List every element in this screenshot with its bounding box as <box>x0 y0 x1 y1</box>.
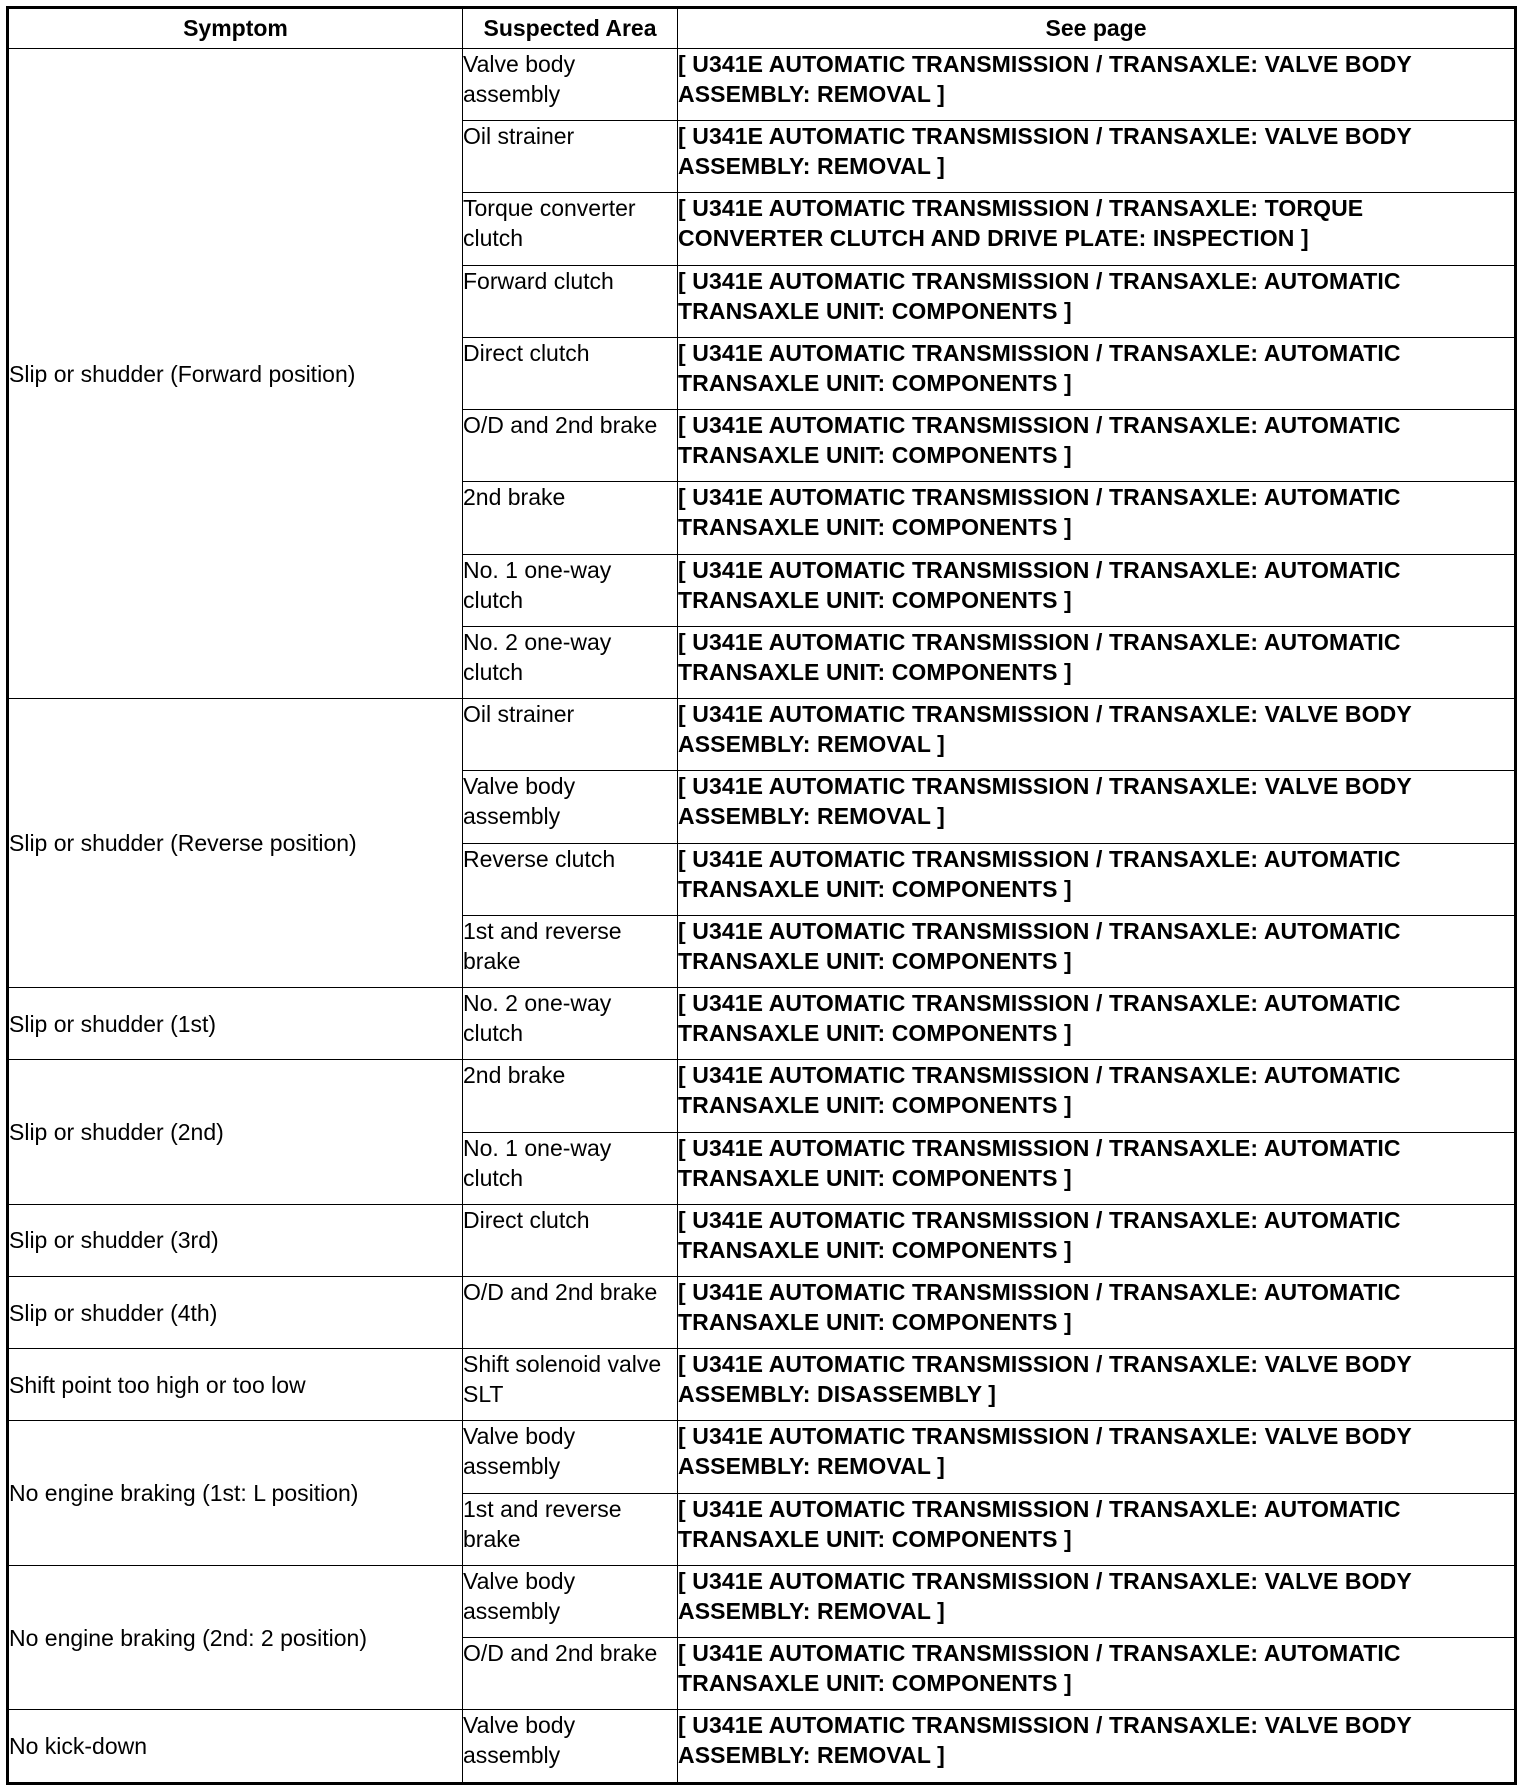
see-page-link[interactable]: [ U341E AUTOMATIC TRANSMISSION / TRANSAXLE: AUTOMATIC TRANSAXLE UNIT: COMPONENTS ] <box>678 1638 1516 1710</box>
suspected-area-cell: O/D and 2nd brake <box>463 410 678 482</box>
suspected-area-cell: Reverse clutch <box>463 843 678 915</box>
suspected-area-cell: No. 1 one-way clutch <box>463 554 678 626</box>
see-page-link[interactable]: [ U341E AUTOMATIC TRANSMISSION / TRANSAXLE: AUTOMATIC TRANSAXLE UNIT: COMPONENTS ] <box>678 1493 1516 1565</box>
symptom-cell: No engine braking (2nd: 2 position) <box>8 1565 463 1709</box>
suspected-area-cell: No. 1 one-way clutch <box>463 1132 678 1204</box>
symptom-cell: Slip or shudder (3rd) <box>8 1204 463 1276</box>
symptom-cell: No kick-down <box>8 1710 463 1784</box>
see-page-link[interactable]: [ U341E AUTOMATIC TRANSMISSION / TRANSAXLE: AUTOMATIC TRANSAXLE UNIT: COMPONENTS ] <box>678 554 1516 626</box>
see-page-link[interactable]: [ U341E AUTOMATIC TRANSMISSION / TRANSAXLE: VALVE BODY ASSEMBLY: REMOVAL ] <box>678 771 1516 843</box>
suspected-area-cell: O/D and 2nd brake <box>463 1638 678 1710</box>
suspected-area-cell: No. 2 one-way clutch <box>463 626 678 698</box>
table-row <box>8 1421 1516 1493</box>
symptom-cell: Shift point too high or too low <box>8 1349 463 1421</box>
suspected-area-cell: Oil strainer <box>463 699 678 771</box>
symptom-cell: Slip or shudder (4th) <box>8 1276 463 1348</box>
table-row <box>8 988 1516 1060</box>
see-page-link[interactable]: [ U341E AUTOMATIC TRANSMISSION / TRANSAXLE: AUTOMATIC TRANSAXLE UNIT: COMPONENTS ] <box>678 626 1516 698</box>
see-page-link[interactable]: [ U341E AUTOMATIC TRANSMISSION / TRANSAXLE: AUTOMATIC TRANSAXLE UNIT: COMPONENTS ] <box>678 1276 1516 1348</box>
see-page-link[interactable]: [ U341E AUTOMATIC TRANSMISSION / TRANSAXLE: VALVE BODY ASSEMBLY: REMOVAL ] <box>678 121 1516 193</box>
symptom-cell: No engine braking (1st: L position) <box>8 1421 463 1565</box>
symptom-cell: Slip or shudder (Reverse position) <box>8 699 463 988</box>
suspected-area-cell: Forward clutch <box>463 265 678 337</box>
see-page-link[interactable]: [ U341E AUTOMATIC TRANSMISSION / TRANSAXLE: AUTOMATIC TRANSAXLE UNIT: COMPONENTS ] <box>678 1132 1516 1204</box>
table-row <box>8 1710 1516 1784</box>
table-row <box>8 1060 1516 1132</box>
suspected-area-cell: Direct clutch <box>463 337 678 409</box>
see-page-link[interactable]: [ U341E AUTOMATIC TRANSMISSION / TRANSAXLE: AUTOMATIC TRANSAXLE UNIT: COMPONENTS ] <box>678 410 1516 482</box>
see-page-link[interactable]: [ U341E AUTOMATIC TRANSMISSION / TRANSAXLE: AUTOMATIC TRANSAXLE UNIT: COMPONENTS ] <box>678 1204 1516 1276</box>
see-page-link[interactable]: [ U341E AUTOMATIC TRANSMISSION / TRANSAXLE: VALVE BODY ASSEMBLY: REMOVAL ] <box>678 1565 1516 1637</box>
suspected-area-cell: 1st and reverse brake <box>463 915 678 987</box>
table-body <box>8 49 1516 1784</box>
suspected-area-cell: Torque converter clutch <box>463 193 678 265</box>
suspected-area-cell: Oil strainer <box>463 121 678 193</box>
see-page-link[interactable]: [ U341E AUTOMATIC TRANSMISSION / TRANSAXLE: VALVE BODY ASSEMBLY: REMOVAL ] <box>678 699 1516 771</box>
suspected-area-cell: No. 2 one-way clutch <box>463 988 678 1060</box>
symptom-cell: Slip or shudder (1st) <box>8 988 463 1060</box>
see-page-link[interactable]: [ U341E AUTOMATIC TRANSMISSION / TRANSAXLE: AUTOMATIC TRANSAXLE UNIT: COMPONENTS ] <box>678 337 1516 409</box>
suspected-area-cell: Valve body assembly <box>463 1421 678 1493</box>
table-row <box>8 1565 1516 1637</box>
suspected-area-cell: Direct clutch <box>463 1204 678 1276</box>
see-page-link[interactable]: [ U341E AUTOMATIC TRANSMISSION / TRANSAXLE: AUTOMATIC TRANSAXLE UNIT: COMPONENTS ] <box>678 915 1516 987</box>
suspected-area-cell: Shift solenoid valve SLT <box>463 1349 678 1421</box>
see-page-link[interactable]: [ U341E AUTOMATIC TRANSMISSION / TRANSAXLE: VALVE BODY ASSEMBLY: REMOVAL ] <box>678 1710 1516 1784</box>
see-page-link[interactable]: [ U341E AUTOMATIC TRANSMISSION / TRANSAXLE: TORQUE CONVERTER CLUTCH AND DRIVE PLATE: INSPECTION ] <box>678 193 1516 265</box>
table-row <box>8 699 1516 771</box>
table-row <box>8 1349 1516 1421</box>
suspected-area-cell: O/D and 2nd brake <box>463 1276 678 1348</box>
header-see-page: See page <box>678 8 1516 49</box>
suspected-area-cell: Valve body assembly <box>463 1710 678 1784</box>
see-page-link[interactable]: [ U341E AUTOMATIC TRANSMISSION / TRANSAXLE: AUTOMATIC TRANSAXLE UNIT: COMPONENTS ] <box>678 843 1516 915</box>
suspected-area-cell: 2nd brake <box>463 482 678 554</box>
see-page-link[interactable]: [ U341E AUTOMATIC TRANSMISSION / TRANSAXLE: AUTOMATIC TRANSAXLE UNIT: COMPONENTS ] <box>678 988 1516 1060</box>
see-page-link[interactable]: [ U341E AUTOMATIC TRANSMISSION / TRANSAXLE: AUTOMATIC TRANSAXLE UNIT: COMPONENTS ] <box>678 482 1516 554</box>
suspected-area-cell: 1st and reverse brake <box>463 1493 678 1565</box>
suspected-area-cell: 2nd brake <box>463 1060 678 1132</box>
see-page-link[interactable]: [ U341E AUTOMATIC TRANSMISSION / TRANSAXLE: AUTOMATIC TRANSAXLE UNIT: COMPONENTS ] <box>678 265 1516 337</box>
table-row <box>8 49 1516 121</box>
see-page-link[interactable]: [ U341E AUTOMATIC TRANSMISSION / TRANSAXLE: AUTOMATIC TRANSAXLE UNIT: COMPONENTS ] <box>678 1060 1516 1132</box>
header-row <box>8 8 1516 49</box>
see-page-link[interactable]: [ U341E AUTOMATIC TRANSMISSION / TRANSAXLE: VALVE BODY ASSEMBLY: REMOVAL ] <box>678 1421 1516 1493</box>
suspected-area-cell: Valve body assembly <box>463 1565 678 1637</box>
diagnosis-table <box>6 6 1517 1785</box>
see-page-link[interactable]: [ U341E AUTOMATIC TRANSMISSION / TRANSAXLE: VALVE BODY ASSEMBLY: REMOVAL ] <box>678 49 1516 121</box>
header-suspected-area: Suspected Area <box>463 8 678 49</box>
see-page-link[interactable]: [ U341E AUTOMATIC TRANSMISSION / TRANSAXLE: VALVE BODY ASSEMBLY: DISASSEMBLY ] <box>678 1349 1516 1421</box>
suspected-area-cell: Valve body assembly <box>463 49 678 121</box>
suspected-area-cell: Valve body assembly <box>463 771 678 843</box>
header-symptom: Symptom <box>8 8 463 49</box>
table-row <box>8 1276 1516 1348</box>
table-row <box>8 1204 1516 1276</box>
symptom-cell: Slip or shudder (Forward position) <box>8 49 463 699</box>
symptom-cell: Slip or shudder (2nd) <box>8 1060 463 1204</box>
